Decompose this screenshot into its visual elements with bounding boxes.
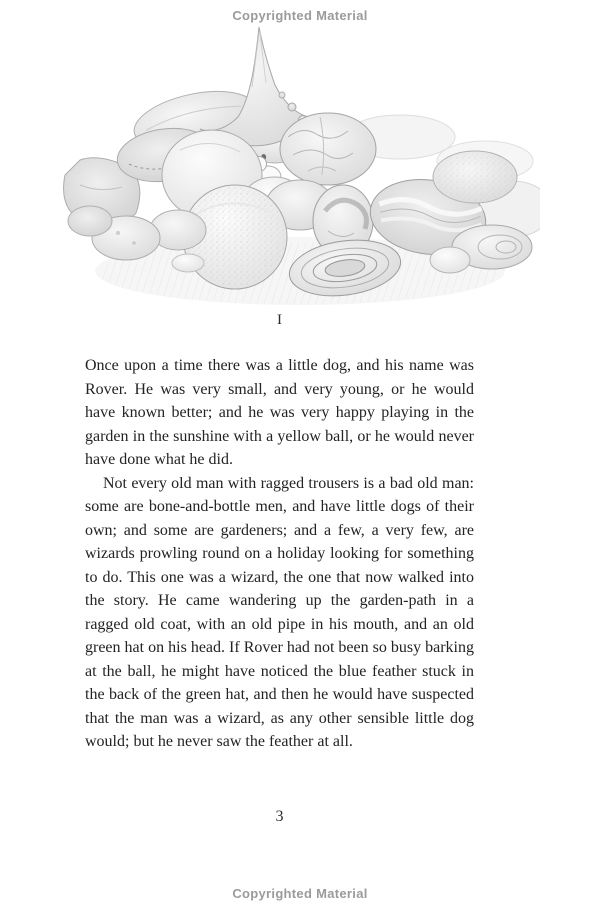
small-pebble	[172, 254, 204, 272]
copyright-notice-top: Copyrighted Material	[232, 8, 368, 23]
small-pebble	[430, 247, 470, 273]
copyright-notice-bottom: Copyrighted Material	[232, 886, 368, 901]
small-pebble	[68, 206, 112, 236]
pebble-pile-illustration	[60, 25, 540, 315]
net-textured-shell	[280, 113, 376, 185]
page-number: 3	[275, 808, 284, 825]
pebble-pile-drawing	[60, 25, 540, 315]
chapter-number: I	[277, 312, 282, 328]
paragraph-2: Not every old man with ragged trousers is a bad old man: some are bone-and-bottle men, and have little dogs of their own; and some are gardeners; and a few, a very few, are wizards prowling round on a holiday looking for something to do. This one was a wizard, the one that now walked into the story. He came wandering up the garden-path in a ragged old coat, with an old pipe in his mouth, and an old green hat on his head. If Rover had not been so busy barking at the ball, he might have noticed the blue feather stuck in the back of the green hat, and then he would have suspected that the man was a wizard, as any other sensible little dog would; but he never saw the feather at all.	[85, 474, 474, 750]
paragraph-1: Once upon a time there was a little dog, and his name was Rover. He was very small, and very young, or he would have known better; and he was very happy playing in the garden in the sunshine with a yellow ball, or he would never have done what he did.	[85, 357, 474, 468]
body-text	[85, 354, 474, 754]
